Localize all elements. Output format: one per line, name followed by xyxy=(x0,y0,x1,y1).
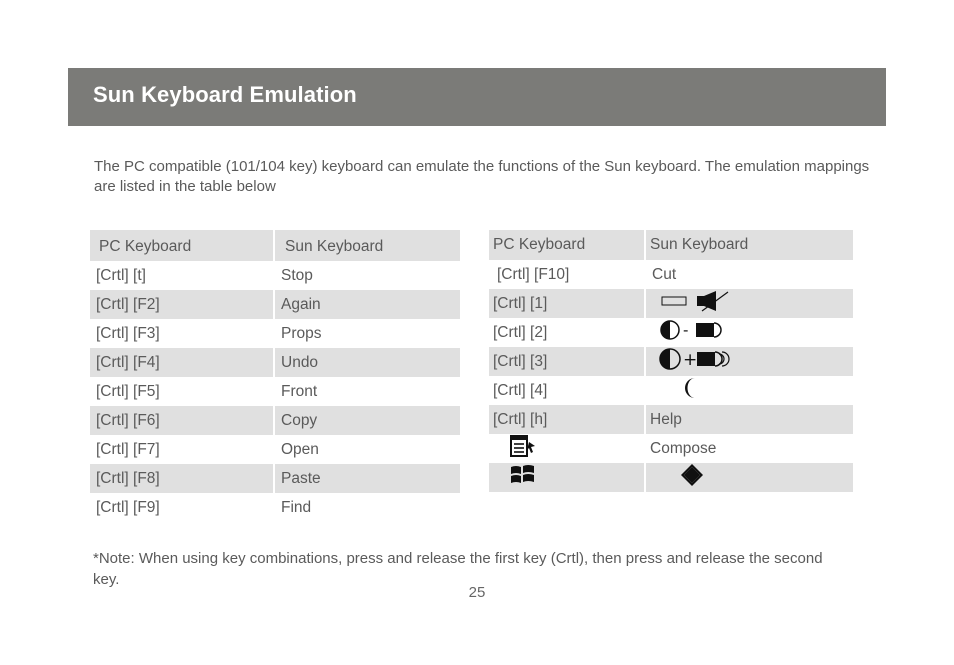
emulation-table-right xyxy=(489,230,853,492)
table-row xyxy=(90,377,460,406)
table-row xyxy=(489,289,853,318)
table-row xyxy=(489,463,853,492)
sun-key-cell xyxy=(645,318,853,347)
pc-key-cell: [Crtl] [F3] xyxy=(90,319,274,348)
header-pc-keyboard: PC Keyboard xyxy=(90,230,274,261)
pc-key-cell: [Crtl] [1] xyxy=(489,289,645,318)
sun-key-cell xyxy=(645,289,853,318)
windows-key-icon xyxy=(509,464,537,491)
sun-key-cell: Compose xyxy=(650,439,717,457)
table-row xyxy=(489,260,853,289)
sun-key-cell: Paste xyxy=(274,464,460,493)
sun-key-cell: Open xyxy=(281,440,319,458)
sun-key-cell: Find xyxy=(281,498,312,516)
sun-key-cell xyxy=(645,376,853,405)
volume-down-sign: - xyxy=(683,321,689,339)
pc-key-cell xyxy=(489,463,645,492)
table-row xyxy=(90,319,460,348)
pc-key-cell: [Crtl] [h] xyxy=(489,405,645,434)
pc-key-cell: [Crtl] [t] xyxy=(90,261,274,290)
emulation-table-left xyxy=(90,230,460,522)
table-row xyxy=(489,405,853,434)
sun-key-cell: Cut xyxy=(652,265,677,283)
header-pc-keyboard: PC Keyboard xyxy=(489,230,645,260)
table-row xyxy=(90,261,460,290)
pc-key-cell: [Crtl] [F8] xyxy=(90,464,274,493)
volume-up-sign: + xyxy=(683,350,698,370)
table-header-row xyxy=(489,230,853,260)
table-row xyxy=(90,464,460,493)
volume-down-icon xyxy=(658,319,738,346)
pc-key-cell: [Crtl] [3] xyxy=(489,347,645,376)
table-row xyxy=(90,435,460,464)
sun-key-cell: Front xyxy=(281,382,318,400)
sun-key-cell: Help xyxy=(645,405,853,434)
table-header-row xyxy=(90,230,460,261)
volume-up-icon xyxy=(658,347,742,376)
sun-key-cell: Undo xyxy=(274,348,460,377)
table-row xyxy=(489,376,853,405)
sun-meta-diamond-icon xyxy=(680,463,704,492)
section-header xyxy=(68,68,886,126)
table-row xyxy=(489,318,853,347)
sun-key-cell: Again xyxy=(274,290,460,319)
crescent-moon-icon xyxy=(682,377,702,404)
intro-paragraph: The PC compatible (101/104 key) keyboard can emulate the functions of the Sun keyboard. The emulation mappings are listed in the table below xyxy=(94,158,870,195)
table-row xyxy=(90,290,460,319)
sun-key-cell xyxy=(645,463,853,492)
pc-key-cell: [Crtl] [2] xyxy=(489,318,645,347)
table-row xyxy=(489,434,853,463)
pc-key-cell: [Crtl] [F10] xyxy=(489,260,645,289)
table-row xyxy=(90,348,460,377)
pc-key-cell: [Crtl] [F9] xyxy=(90,493,274,522)
pc-key-cell: [Crtl] [F7] xyxy=(90,435,274,464)
page-title: Sun Keyboard Emulation xyxy=(93,82,357,107)
menu-key-icon xyxy=(509,434,537,463)
table-row xyxy=(489,347,853,376)
header-sun-keyboard: Sun Keyboard xyxy=(274,230,460,261)
table-row xyxy=(90,406,460,435)
sun-key-cell xyxy=(645,347,853,376)
pc-key-cell: [Crtl] [F6] xyxy=(90,406,274,435)
pc-key-cell: [Crtl] [F5] xyxy=(90,377,274,406)
pc-key-cell xyxy=(489,434,645,463)
header-sun-keyboard: Sun Keyboard xyxy=(645,230,853,260)
mute-speaker-icon xyxy=(660,290,732,317)
pc-key-cell: [Crtl] [4] xyxy=(489,376,645,405)
table-row xyxy=(90,493,460,522)
sun-key-cell: Stop xyxy=(281,266,313,284)
pc-key-cell: [Crtl] [F2] xyxy=(90,290,274,319)
page-number: 25 xyxy=(468,584,486,601)
pc-key-cell: [Crtl] [F4] xyxy=(90,348,274,377)
sun-key-cell: Copy xyxy=(274,406,460,435)
sun-key-cell: Props xyxy=(281,324,322,342)
footnote: *Note: When using key combinations, press and release the first key (Crtl), then press and release the second key. xyxy=(93,550,823,588)
